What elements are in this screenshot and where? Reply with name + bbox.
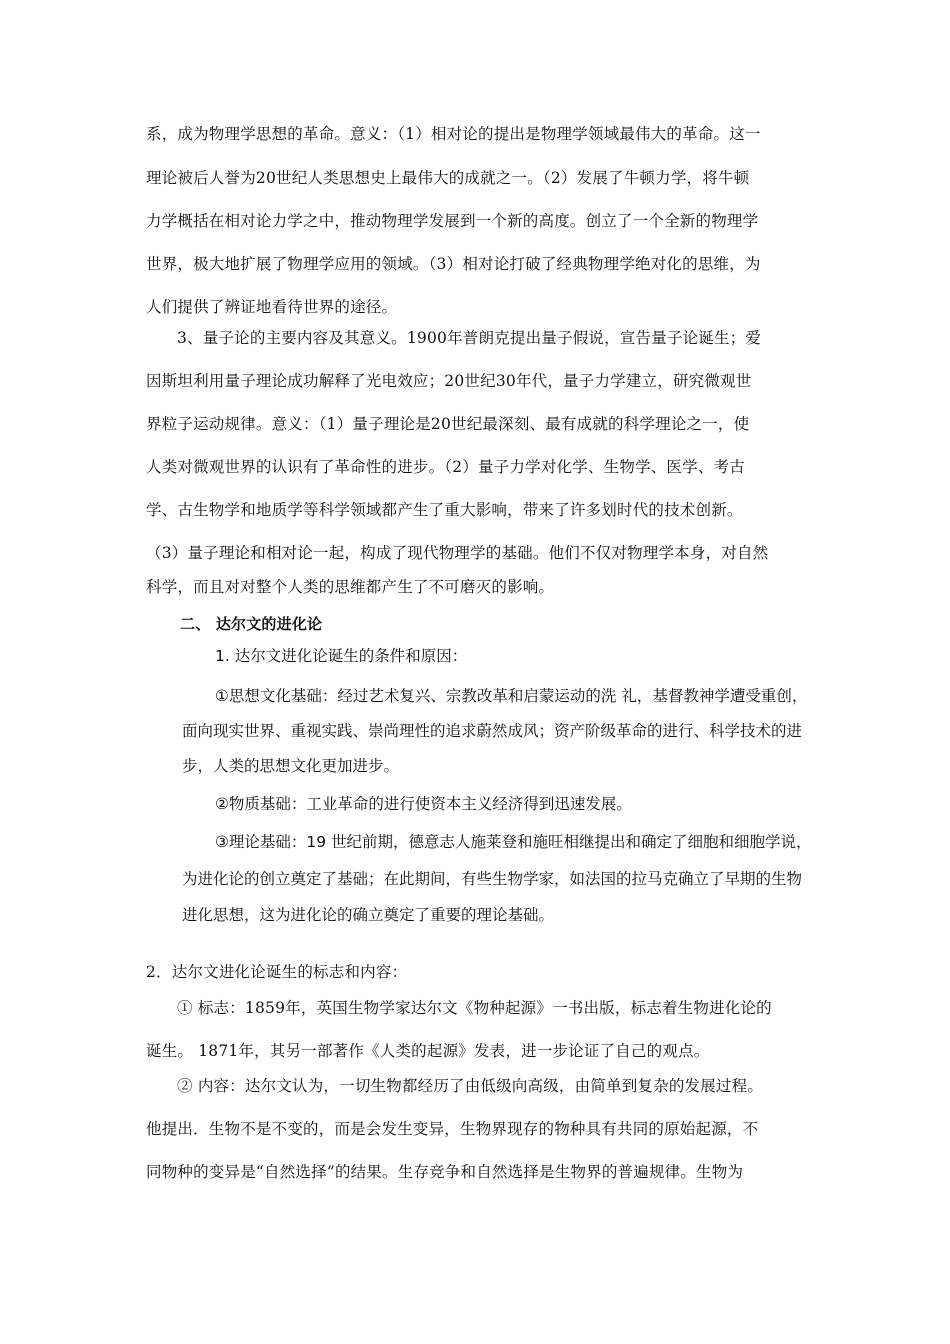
text-line: 3、量子论的主要内容及其意义。1900年普朗克提出量子假说，宣告量子论诞生；爱 xyxy=(177,329,762,347)
list-item: 为进化论的创立奠定了基础；在此期间，有些生物学家，如法国的拉马克确立了早期的生物 xyxy=(182,870,803,888)
text-line: 系，成为物理学思想的革命。意义：（1）相对论的提出是物理学领域最伟大的革命。这一 xyxy=(146,125,761,143)
list-item: 面向现实世界、重视实践、崇尚理性的追求蔚然成风；资产阶级革命的进行、科学技术的进 xyxy=(182,722,803,740)
subsection-heading: 1. 达尔文进化论诞生的条件和原因： xyxy=(215,647,468,665)
text-line: 人类对微观世界的认识有了革命性的进步。（2）量子力学对化学、生物学、医学、考古 xyxy=(146,458,745,476)
text-line: ② 内容：达尔文认为，一切生物都经历了由低级向高级，由简单到复杂的发展过程。 xyxy=(177,1077,764,1095)
list-item: ③理论基础：19 世纪前期，德意志人施莱登和施旺相继提出和确定了细胞和细胞学说， xyxy=(215,833,812,851)
text-line: ① 标志：1859年，英国生物学家达尔文《物种起源》一书出版，标志着生物进化论的 xyxy=(177,999,772,1017)
text-line: （3）量子理论和相对论一起，构成了现代物理学的基础。他们不仅对物理学本身，对自然 xyxy=(146,544,769,562)
text-line: 同物种的变异是“自然选择”的结果。生存竞争和自然选择是生物界的普遍规律。生物为 xyxy=(146,1163,744,1181)
text-line: 人们提供了辨证地看待世界的途径。 xyxy=(146,298,398,316)
text-line: 世界，极大地扩展了物理学应用的领域。（3）相对论打破了经典物理学绝对化的思维，为 xyxy=(146,255,761,273)
list-item: 步，人类的思想文化更加进步。 xyxy=(182,757,400,775)
list-item: 进化思想，这为进化论的确立奠定了重要的理论基础。 xyxy=(182,906,555,924)
text-line: 学、古生物学和地质学等科学领域都产生了重大影响，带来了许多划时代的技术创新。 xyxy=(146,501,743,519)
text-line: 力学概括在相对论力学之中，推动物理学发展到一个新的高度。创立了一个全新的物理学 xyxy=(146,212,759,230)
text-line: 理论被后人誉为20世纪人类思想史上最伟大的成就之一。（2）发展了牛顿力学，将牛顿 xyxy=(146,169,750,187)
text-line: 界粒子运动规律。意义：（1）量子理论是20世纪最深刻、最有成就的科学理论之一，使 xyxy=(146,415,750,433)
text-line: 他提出．生物不是不变的，而是会发生变异，生物界现存的物种具有共同的原始起源，不 xyxy=(146,1120,759,1138)
text-line: 2．达尔文进化论诞生的标志和内容： xyxy=(146,963,408,981)
text-line: 因斯坦利用量子理论成功解释了光电效应；20世纪30年代，量子力学建立，研究微观世 xyxy=(146,372,752,390)
text-line: 科学，而且对对整个人类的思维都产生了不可磨灭的影响。 xyxy=(146,578,555,596)
list-item: ①思想文化基础：经过艺术复兴、宗教改革和启蒙运动的洗 礼，基督教神学遭受重创， xyxy=(215,687,808,705)
text-line: 诞生。 1871年，其另一部著作《人类的起源》发表，进一步论证了自己的观点。 xyxy=(146,1042,710,1060)
list-item: ②物质基础：工业革命的进行使资本主义经济得到迅速发展。 xyxy=(215,795,632,813)
section-heading: 二、 达尔文的进化论 xyxy=(180,615,323,633)
